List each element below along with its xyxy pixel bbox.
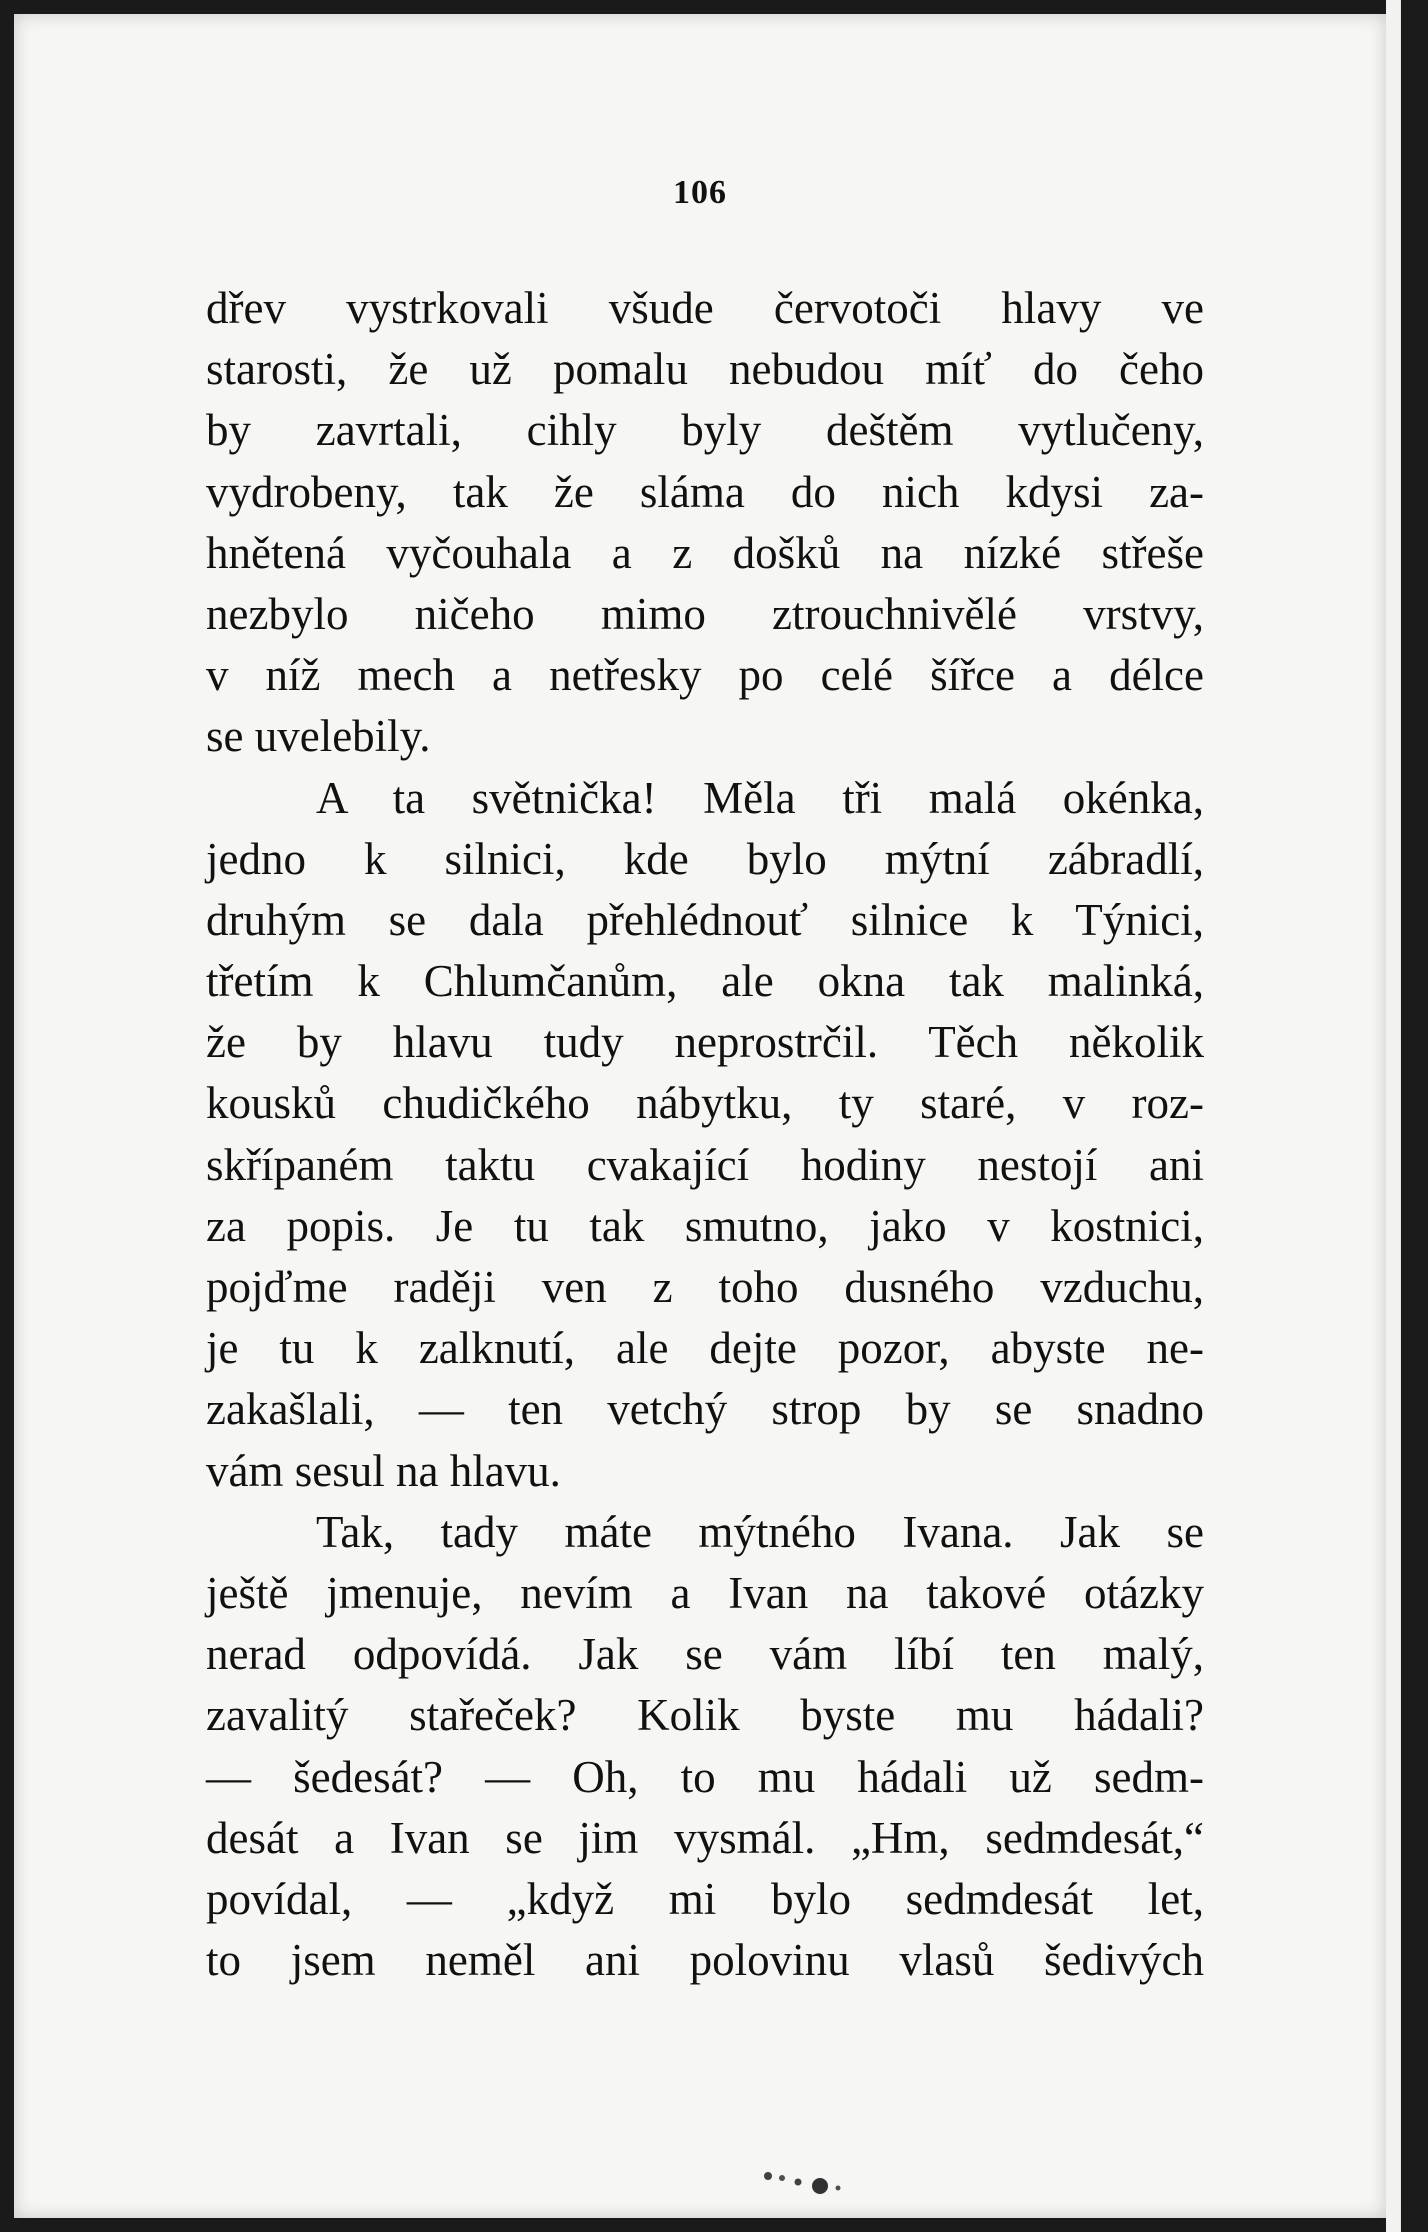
page-number: 106: [673, 174, 727, 211]
ink-smudge-icon: [754, 2164, 874, 2196]
text-line: kousků chudičkého nábytku, ty staré, v roz-: [206, 1078, 1204, 1129]
text-line: vám sesul na hlavu.: [206, 1445, 561, 1496]
text-line: — šedesát? — Oh, to mu hádali už sedm-: [206, 1751, 1204, 1802]
text-line: zavalitý stařeček? Kolik byste mu hádali?: [206, 1690, 1204, 1741]
text-line: jedno k silnici, kde bylo mýtní zábradlí,: [206, 833, 1204, 884]
book-page: [14, 14, 1386, 2218]
text-line: nezbylo ničeho mimo ztrouchnivělé vrstvy,: [206, 588, 1204, 639]
text-line: druhým se dala přehlédnouť silnice k Týnici,: [206, 894, 1204, 945]
text-line: vydrobeny, tak že sláma do nich kdysi za-: [206, 466, 1204, 517]
text-line: by zavrtali, cihly byly deštěm vytlučeny,: [206, 405, 1204, 456]
ink-smudge: [754, 2164, 874, 2196]
text-line: zakašlali, — ten vetchý strop by se snadno: [206, 1384, 1204, 1435]
page-edge: [1386, 0, 1428, 2232]
text-line: desát a Ivan se jim vysmál. „Hm, sedmdesát,“: [206, 1812, 1204, 1863]
text-line: ještě jmenuje, nevím a Ivan na takové otázky: [206, 1567, 1204, 1618]
text-line: je tu k zalknutí, ale dejte pozor, abyste ne-: [206, 1323, 1204, 1374]
text-line: třetím k Chlumčanům, ale okna tak malinká,: [206, 956, 1204, 1007]
text-line: to jsem neměl ani polovinu vlasů šedivých: [206, 1935, 1204, 1986]
text-line: Tak, tady máte mýtného Ivana. Jak se: [316, 1506, 1204, 1557]
text-line: starosti, že už pomalu nebudou míť do čeho: [206, 344, 1204, 395]
text-line: pojďme raději ven z toho dusného vzduchu,: [206, 1262, 1204, 1312]
text-line: za popis. Je tu tak smutno, jako v kostnici,: [206, 1200, 1204, 1251]
text-line: nerad odpovídá. Jak se vám líbí ten malý,: [206, 1629, 1204, 1680]
text-line: hnětená vyčouhala a z došků na nízké střeše: [206, 527, 1204, 578]
text-line: dřev vystrkovali všude červotoči hlavy ve: [206, 283, 1204, 333]
text-line: skřípaném taktu cvakající hodiny nestojí ani: [206, 1139, 1204, 1190]
body-text: [206, 278, 1204, 1991]
text-line: povídal, — „když mi bylo sedmdesát let,: [206, 1873, 1204, 1924]
text-line: že by hlavu tudy neprostrčil. Těch několik: [206, 1017, 1204, 1068]
text-line: v níž mech a netřesky po celé šířce a délce: [206, 650, 1204, 701]
text-line: se uvelebily.: [206, 711, 431, 762]
text-line: A ta světnička! Měla tři malá okénka,: [316, 772, 1204, 823]
